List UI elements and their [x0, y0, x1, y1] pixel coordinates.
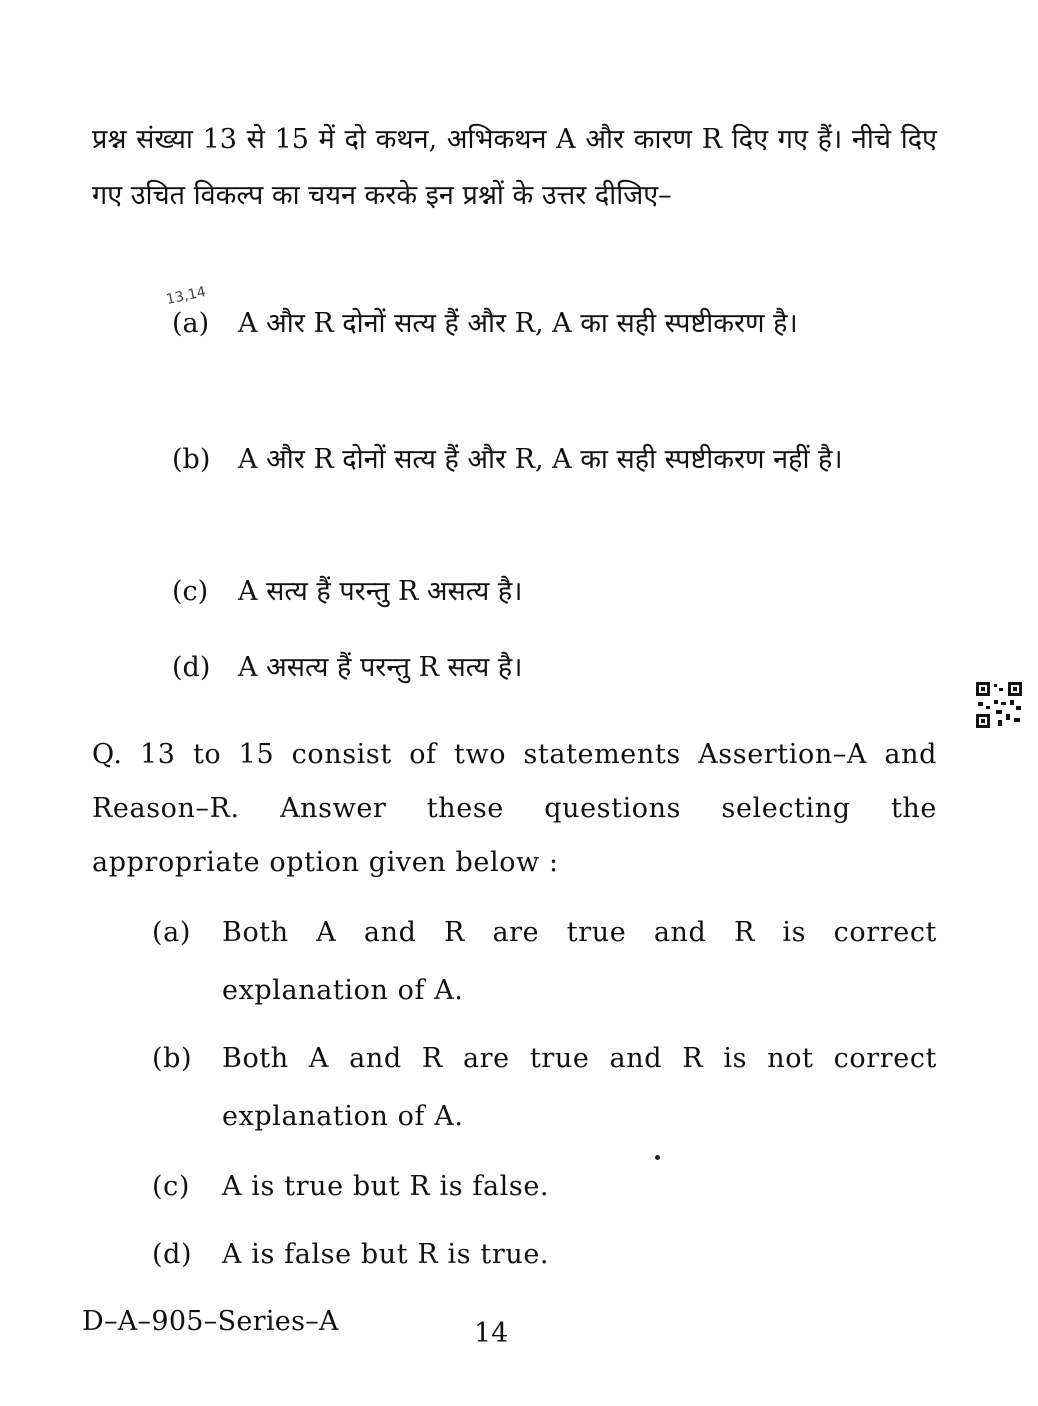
option-label: (d): [152, 1239, 193, 1270]
english-option-b: [152, 1030, 937, 1146]
hindi-instructions: प्रश्न संख्या 13 से 15 में दो कथन, अभिकथन A और कारण R दिए गए हैं। नीचे दिए गए उचित विकल्प का चयन करके इन प्रश्नों के उत्तर दीजिए–: [92, 124, 937, 211]
hindi-option-c: [172, 564, 937, 620]
option-text: A और R दोनों सत्य हैं और R, A का सही स्पष्टीकरण नहीं है।: [238, 444, 843, 475]
paper-code: D–A–905–Series–A: [82, 1306, 339, 1337]
english-option-a: [152, 904, 937, 1020]
option-text: A is false but R is true.: [222, 1239, 550, 1270]
handwritten-note: 13,14: [164, 284, 208, 308]
option-text: A असत्य हैं परन्तु R सत्य है।: [238, 652, 523, 683]
option-label: (c): [152, 1171, 190, 1202]
hindi-option-a: [172, 296, 937, 352]
english-option-c: [152, 1158, 937, 1216]
hindi-option-b: [172, 432, 937, 488]
option-label: (a): [152, 917, 191, 948]
option-label: (d): [172, 652, 211, 683]
option-label: (a): [172, 308, 210, 339]
option-label: (c): [172, 576, 209, 607]
option-text: Both A and R are true and R is not correct explanation of A.: [222, 1043, 937, 1132]
english-instructions: Q. 13 to 15 consist of two statements Assertion–A and Reason–R. Answer these questions selecting the appropriate option given below :: [92, 739, 937, 878]
option-text: Both A and R are true and R is correct explanation of A.: [222, 917, 937, 1006]
page-number: 14: [474, 1318, 509, 1349]
option-label: (b): [152, 1043, 193, 1074]
ink-dot: [655, 1155, 660, 1160]
english-option-d: [152, 1226, 937, 1284]
hindi-option-d: [172, 640, 937, 696]
option-text: A और R दोनों सत्य हैं और R, A का सही स्पष्टीकरण है।: [238, 308, 798, 339]
option-label: (b): [172, 444, 211, 475]
option-text: A सत्य हैं परन्तु R असत्य है।: [238, 576, 523, 607]
option-text: A is true but R is false.: [222, 1171, 550, 1202]
qr-code-icon: [974, 680, 1024, 730]
